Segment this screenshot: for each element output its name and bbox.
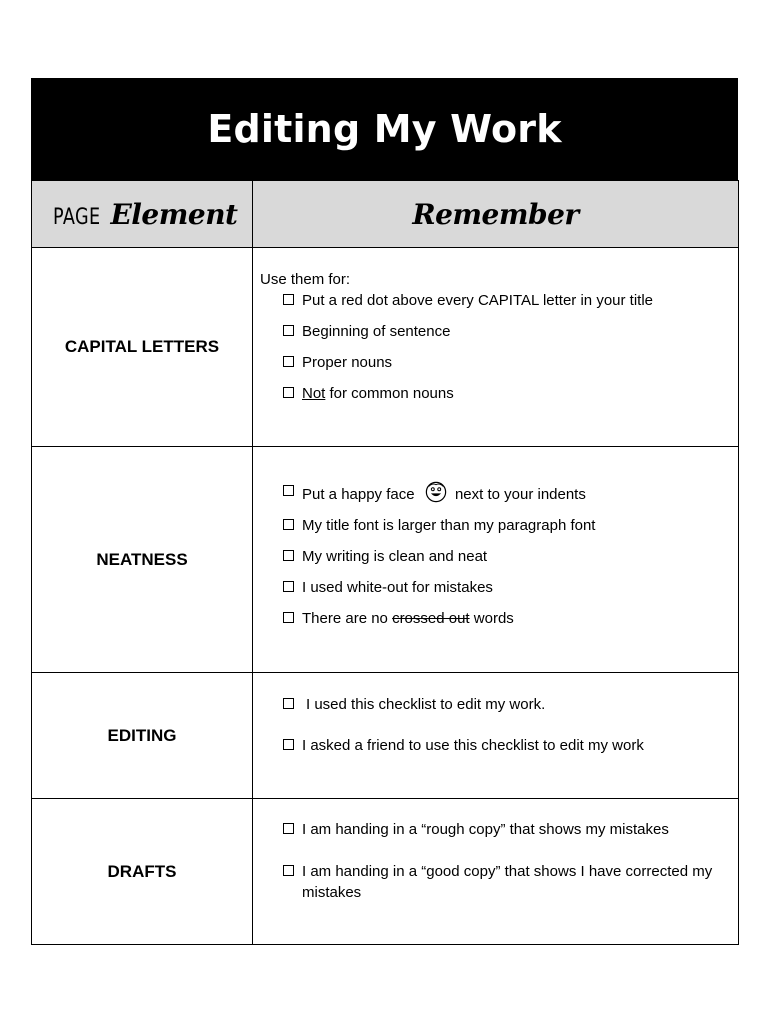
list-item bbox=[283, 383, 730, 404]
list-item bbox=[283, 694, 730, 715]
row-content bbox=[253, 248, 739, 447]
item-text: I am handing in a “good copy” that shows I have corrected my mistakes bbox=[302, 863, 713, 901]
table-row-drafts bbox=[32, 799, 739, 945]
row-content bbox=[253, 447, 739, 673]
list-item bbox=[283, 481, 730, 505]
row-intro: Use them for: bbox=[260, 271, 351, 288]
checkbox[interactable] bbox=[283, 581, 294, 592]
item-text: My title font is larger than my paragraph font bbox=[302, 517, 596, 534]
item-text-rest: for common nouns bbox=[325, 385, 454, 402]
checklist bbox=[260, 481, 730, 629]
item-text: I am handing in a “rough copy” that shows my mistakes bbox=[302, 821, 669, 838]
underlined-word: Not bbox=[302, 385, 326, 402]
list-item bbox=[283, 546, 730, 567]
list-item bbox=[283, 819, 730, 840]
checklist bbox=[260, 290, 730, 404]
editing-checklist-sheet bbox=[31, 78, 738, 945]
list-item bbox=[283, 515, 730, 536]
checkbox[interactable] bbox=[283, 823, 294, 834]
checkbox[interactable] bbox=[283, 865, 294, 876]
checklist-table bbox=[31, 180, 739, 945]
header-element-word: Element bbox=[110, 197, 238, 231]
row-label: DRAFTS bbox=[32, 799, 253, 945]
checkbox[interactable] bbox=[283, 698, 294, 709]
list-item bbox=[283, 735, 730, 756]
list-item bbox=[283, 352, 730, 373]
checkbox[interactable] bbox=[283, 519, 294, 530]
table-header-row bbox=[32, 181, 739, 248]
item-text bbox=[302, 383, 454, 404]
row-label: NEATNESS bbox=[32, 447, 253, 673]
row-label: EDITING bbox=[32, 673, 253, 799]
checkbox[interactable] bbox=[283, 485, 294, 496]
item-text: My writing is clean and neat bbox=[302, 548, 488, 565]
struck-text: crossed out bbox=[392, 610, 470, 627]
row-content bbox=[253, 673, 739, 799]
list-item bbox=[283, 861, 730, 903]
header-page-element bbox=[32, 181, 253, 248]
table-row-editing bbox=[32, 673, 739, 799]
item-text-before: Put a happy face bbox=[302, 486, 415, 503]
list-item bbox=[283, 608, 730, 629]
checkbox[interactable] bbox=[283, 356, 294, 367]
checklist bbox=[260, 819, 730, 903]
item-text: I used white-out for mistakes bbox=[302, 579, 493, 596]
row-content bbox=[253, 799, 739, 945]
list-item bbox=[283, 577, 730, 598]
item-text: I asked a friend to use this checklist to edit my work bbox=[302, 737, 644, 754]
item-text: Beginning of sentence bbox=[302, 323, 451, 340]
list-item bbox=[283, 290, 730, 311]
header-page-word: PAGE bbox=[52, 204, 101, 230]
header-remember-word: Remember bbox=[412, 197, 579, 231]
happy-face-icon bbox=[425, 481, 447, 503]
checkbox[interactable] bbox=[283, 325, 294, 336]
table-row-neatness bbox=[32, 447, 739, 673]
item-text: Put a red dot above every CAPITAL letter in your title bbox=[302, 292, 654, 309]
page-title: Editing My Work bbox=[207, 107, 562, 151]
list-item bbox=[283, 321, 730, 342]
item-text-after: words bbox=[469, 610, 514, 627]
checkbox[interactable] bbox=[283, 387, 294, 398]
item-text: Proper nouns bbox=[302, 354, 393, 371]
checkbox[interactable] bbox=[283, 294, 294, 305]
title-bar bbox=[31, 78, 738, 180]
item-text bbox=[302, 481, 586, 505]
item-text bbox=[302, 608, 514, 629]
table-row-capital-letters bbox=[32, 248, 739, 447]
checklist bbox=[260, 694, 730, 756]
checkbox[interactable] bbox=[283, 612, 294, 623]
item-text-before: There are no bbox=[302, 610, 393, 627]
item-text-after: next to your indents bbox=[454, 486, 586, 503]
row-label: CAPITAL LETTERS bbox=[32, 248, 253, 447]
checkbox[interactable] bbox=[283, 550, 294, 561]
checkbox[interactable] bbox=[283, 739, 294, 750]
item-text: I used this checklist to edit my work. bbox=[306, 696, 546, 713]
header-remember bbox=[253, 181, 739, 248]
